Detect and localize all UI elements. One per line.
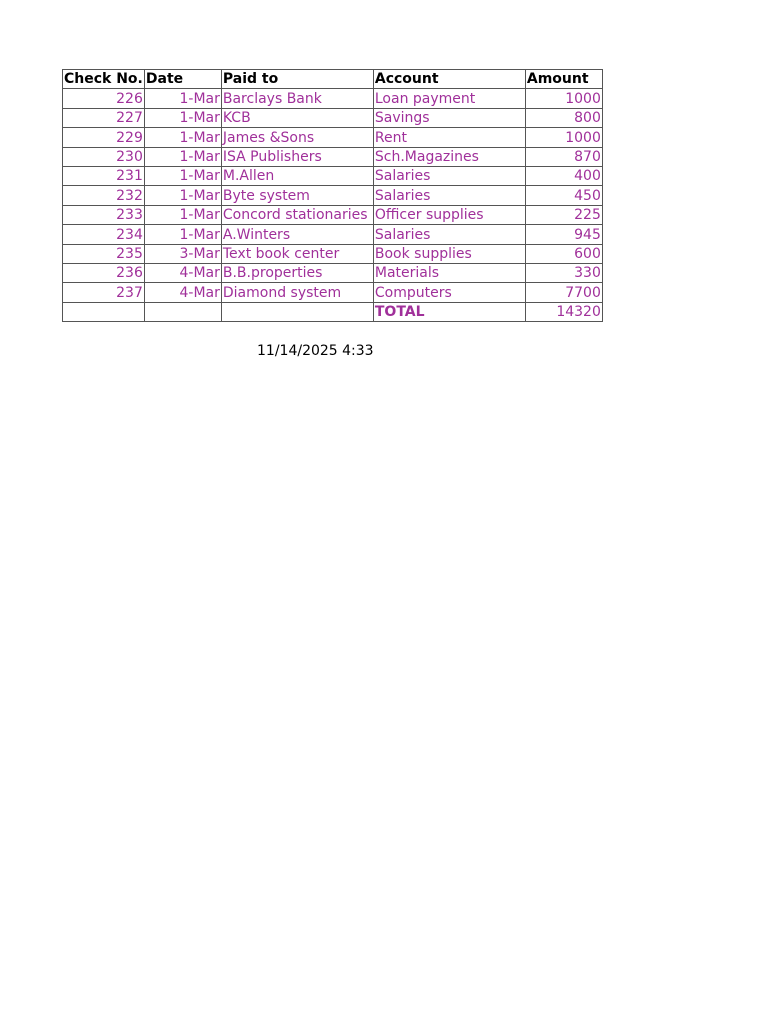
cell-date[interactable]: 4-Mar bbox=[144, 283, 221, 302]
cell-check-no[interactable]: 235 bbox=[63, 244, 145, 263]
cell-check-no[interactable]: 229 bbox=[63, 128, 145, 147]
cell-check-no[interactable]: 233 bbox=[63, 205, 145, 224]
cell-paid-to[interactable]: Diamond system bbox=[221, 283, 373, 302]
total-empty-cell-paid[interactable] bbox=[221, 302, 373, 321]
cell-amount[interactable]: 1000 bbox=[525, 128, 602, 147]
cell-paid-to[interactable]: James &Sons bbox=[221, 128, 373, 147]
cell-check-no[interactable]: 227 bbox=[63, 108, 145, 127]
cell-account[interactable]: Salaries bbox=[373, 186, 525, 205]
cell-account[interactable]: Materials bbox=[373, 263, 525, 282]
cell-amount[interactable]: 870 bbox=[525, 147, 602, 166]
cell-check-no[interactable]: 232 bbox=[63, 186, 145, 205]
cell-account[interactable]: Savings bbox=[373, 108, 525, 127]
cell-account[interactable]: Rent bbox=[373, 128, 525, 147]
table-row bbox=[63, 108, 603, 127]
cell-account[interactable]: Officer supplies bbox=[373, 205, 525, 224]
table-row bbox=[63, 263, 603, 282]
table-body bbox=[63, 89, 603, 302]
total-row bbox=[63, 302, 603, 321]
cell-account[interactable]: Sch.Magazines bbox=[373, 147, 525, 166]
check-register-table bbox=[62, 69, 603, 322]
table-row bbox=[63, 244, 603, 263]
cell-date[interactable]: 3-Mar bbox=[144, 244, 221, 263]
cell-paid-to[interactable]: Barclays Bank bbox=[221, 89, 373, 108]
cell-check-no[interactable]: 236 bbox=[63, 263, 145, 282]
header-paid-to[interactable]: Paid to bbox=[221, 70, 373, 89]
cell-account[interactable]: Salaries bbox=[373, 166, 525, 185]
cell-date[interactable]: 1-Mar bbox=[144, 166, 221, 185]
cell-amount[interactable]: 1000 bbox=[525, 89, 602, 108]
total-empty-cell-check[interactable] bbox=[63, 302, 145, 321]
cell-paid-to[interactable]: M.Allen bbox=[221, 166, 373, 185]
cell-paid-to[interactable]: ISA Publishers bbox=[221, 147, 373, 166]
header-amount[interactable]: Amount bbox=[525, 70, 602, 89]
cell-amount[interactable]: 600 bbox=[525, 244, 602, 263]
cell-amount[interactable]: 400 bbox=[525, 166, 602, 185]
table-row bbox=[63, 147, 603, 166]
cell-amount[interactable]: 225 bbox=[525, 205, 602, 224]
total-label[interactable]: TOTAL bbox=[373, 302, 525, 321]
header-check-no[interactable]: Check No. bbox=[64, 71, 143, 88]
header-date[interactable]: Date bbox=[144, 70, 221, 89]
cell-date[interactable]: 1-Mar bbox=[144, 205, 221, 224]
cell-amount[interactable]: 7700 bbox=[525, 283, 602, 302]
cell-date[interactable]: 4-Mar bbox=[144, 263, 221, 282]
cell-check-no[interactable]: 237 bbox=[63, 283, 145, 302]
table-row bbox=[63, 283, 603, 302]
cell-account[interactable]: Book supplies bbox=[373, 244, 525, 263]
total-amount[interactable]: 14320 bbox=[525, 302, 602, 321]
cell-paid-to[interactable]: Text book center bbox=[221, 244, 373, 263]
table-row bbox=[63, 166, 603, 185]
table-row bbox=[63, 205, 603, 224]
cell-paid-to[interactable]: A.Winters bbox=[221, 225, 373, 244]
cell-check-no[interactable]: 226 bbox=[63, 89, 145, 108]
cell-account[interactable]: Salaries bbox=[373, 225, 525, 244]
cell-amount[interactable]: 945 bbox=[525, 225, 602, 244]
table-row bbox=[63, 89, 603, 108]
cell-paid-to[interactable]: Byte system bbox=[221, 186, 373, 205]
table-row bbox=[63, 225, 603, 244]
cell-date[interactable]: 1-Mar bbox=[144, 89, 221, 108]
cell-amount[interactable]: 330 bbox=[525, 263, 602, 282]
cell-check-no[interactable]: 231 bbox=[63, 166, 145, 185]
table-row bbox=[63, 128, 603, 147]
cell-amount[interactable]: 800 bbox=[525, 108, 602, 127]
cell-date[interactable]: 1-Mar bbox=[144, 128, 221, 147]
cell-paid-to[interactable]: B.B.properties bbox=[221, 263, 373, 282]
total-empty-cell-date[interactable] bbox=[144, 302, 221, 321]
cell-date[interactable]: 1-Mar bbox=[144, 147, 221, 166]
cell-date[interactable]: 1-Mar bbox=[144, 225, 221, 244]
cell-paid-to[interactable]: Concord stationaries bbox=[221, 205, 373, 224]
cell-check-no[interactable]: 234 bbox=[63, 225, 145, 244]
cell-account[interactable]: Loan payment bbox=[373, 89, 525, 108]
cell-amount[interactable]: 450 bbox=[525, 186, 602, 205]
cell-check-no[interactable]: 230 bbox=[63, 147, 145, 166]
print-timestamp: 11/14/2025 4:33 bbox=[257, 343, 374, 359]
header-account[interactable]: Account bbox=[373, 70, 525, 89]
cell-date[interactable]: 1-Mar bbox=[144, 186, 221, 205]
cell-paid-to[interactable]: KCB bbox=[221, 108, 373, 127]
header-row bbox=[63, 70, 603, 89]
cell-account[interactable]: Computers bbox=[373, 283, 525, 302]
table-row bbox=[63, 186, 603, 205]
cell-date[interactable]: 1-Mar bbox=[144, 108, 221, 127]
